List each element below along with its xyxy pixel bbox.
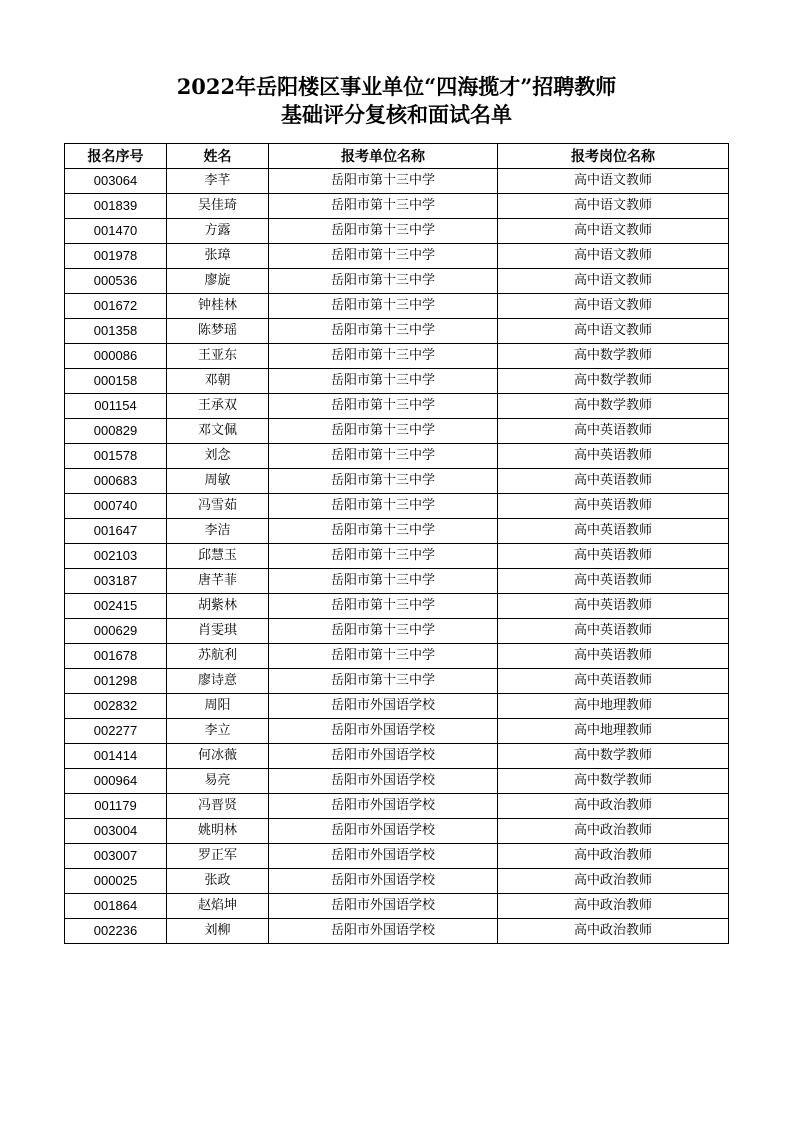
cell-unit-name: 岳阳市外国语学校 [269, 819, 498, 844]
cell-name: 刘念 [167, 444, 269, 469]
cell-position-name: 高中政治教师 [498, 819, 729, 844]
cell-unit-name: 岳阳市第十三中学 [269, 194, 498, 219]
document-subtitle: 基础评分复核和面试名单 [281, 102, 512, 127]
table-row [65, 719, 729, 744]
cell-position-name: 高中语文教师 [498, 269, 729, 294]
table-row [65, 269, 729, 294]
cell-registration-number: 001864 [65, 894, 167, 919]
cell-registration-number: 002277 [65, 719, 167, 744]
cell-position-name: 高中政治教师 [498, 844, 729, 869]
table-row [65, 394, 729, 419]
cell-name: 陈梦瑶 [167, 319, 269, 344]
cell-registration-number: 003004 [65, 819, 167, 844]
cell-name: 廖旋 [167, 269, 269, 294]
cell-unit-name: 岳阳市外国语学校 [269, 844, 498, 869]
table-row [65, 244, 729, 269]
cell-unit-name: 岳阳市第十三中学 [269, 569, 498, 594]
table-row [65, 469, 729, 494]
cell-position-name: 高中英语教师 [498, 594, 729, 619]
cell-position-name: 高中英语教师 [498, 444, 729, 469]
cell-position-name: 高中政治教师 [498, 894, 729, 919]
document-title: 2022年岳阳楼区事业单位“四海揽才”招聘教师 [176, 74, 617, 99]
table-row [65, 344, 729, 369]
cell-position-name: 高中政治教师 [498, 794, 729, 819]
cell-registration-number: 001672 [65, 294, 167, 319]
cell-registration-number: 001470 [65, 219, 167, 244]
cell-unit-name: 岳阳市第十三中学 [269, 519, 498, 544]
cell-unit-name: 岳阳市第十三中学 [269, 344, 498, 369]
cell-name: 周敏 [167, 469, 269, 494]
candidate-table [64, 143, 729, 944]
cell-unit-name: 岳阳市外国语学校 [269, 694, 498, 719]
cell-unit-name: 岳阳市第十三中学 [269, 644, 498, 669]
cell-position-name: 高中语文教师 [498, 294, 729, 319]
table-body [65, 169, 729, 944]
cell-unit-name: 岳阳市外国语学校 [269, 744, 498, 769]
cell-registration-number: 000829 [65, 419, 167, 444]
cell-position-name: 高中政治教师 [498, 919, 729, 944]
cell-registration-number: 001414 [65, 744, 167, 769]
table-row [65, 194, 729, 219]
cell-registration-number: 001154 [65, 394, 167, 419]
cell-registration-number: 000025 [65, 869, 167, 894]
cell-name: 胡紫林 [167, 594, 269, 619]
cell-unit-name: 岳阳市第十三中学 [269, 394, 498, 419]
table-row [65, 819, 729, 844]
cell-position-name: 高中英语教师 [498, 544, 729, 569]
cell-unit-name: 岳阳市第十三中学 [269, 244, 498, 269]
cell-registration-number: 000086 [65, 344, 167, 369]
cell-registration-number: 001839 [65, 194, 167, 219]
cell-unit-name: 岳阳市外国语学校 [269, 919, 498, 944]
table-row [65, 769, 729, 794]
cell-registration-number: 002832 [65, 694, 167, 719]
cell-name: 张政 [167, 869, 269, 894]
cell-name: 李洁 [167, 519, 269, 544]
table-row [65, 544, 729, 569]
cell-name: 周阳 [167, 694, 269, 719]
cell-position-name: 高中英语教师 [498, 494, 729, 519]
header-unit-name: 报考单位名称 [269, 144, 498, 169]
header-name: 姓名 [167, 144, 269, 169]
cell-name: 姚明林 [167, 819, 269, 844]
cell-registration-number: 001298 [65, 669, 167, 694]
cell-unit-name: 岳阳市第十三中学 [269, 669, 498, 694]
table-row [65, 169, 729, 194]
table-row [65, 294, 729, 319]
table-row [65, 219, 729, 244]
cell-position-name: 高中英语教师 [498, 469, 729, 494]
cell-registration-number: 000629 [65, 619, 167, 644]
table-row [65, 369, 729, 394]
table-row [65, 594, 729, 619]
cell-unit-name: 岳阳市外国语学校 [269, 719, 498, 744]
cell-unit-name: 岳阳市第十三中学 [269, 219, 498, 244]
table-row [65, 569, 729, 594]
cell-position-name: 高中英语教师 [498, 619, 729, 644]
table-row [65, 519, 729, 544]
cell-name: 刘柳 [167, 919, 269, 944]
cell-name: 王承双 [167, 394, 269, 419]
cell-registration-number: 001978 [65, 244, 167, 269]
cell-position-name: 高中英语教师 [498, 669, 729, 694]
cell-position-name: 高中地理教师 [498, 694, 729, 719]
cell-registration-number: 000964 [65, 769, 167, 794]
table-row [65, 669, 729, 694]
cell-name: 廖诗意 [167, 669, 269, 694]
cell-unit-name: 岳阳市第十三中学 [269, 294, 498, 319]
cell-position-name: 高中语文教师 [498, 194, 729, 219]
cell-registration-number: 002415 [65, 594, 167, 619]
cell-name: 苏航利 [167, 644, 269, 669]
table-row [65, 644, 729, 669]
cell-name: 邓朝 [167, 369, 269, 394]
cell-position-name: 高中语文教师 [498, 319, 729, 344]
cell-unit-name: 岳阳市第十三中学 [269, 544, 498, 569]
table-row [65, 319, 729, 344]
table-row [65, 744, 729, 769]
cell-registration-number: 002103 [65, 544, 167, 569]
cell-position-name: 高中英语教师 [498, 644, 729, 669]
cell-unit-name: 岳阳市外国语学校 [269, 894, 498, 919]
table-row [65, 444, 729, 469]
cell-unit-name: 岳阳市第十三中学 [269, 594, 498, 619]
cell-position-name: 高中语文教师 [498, 169, 729, 194]
cell-unit-name: 岳阳市外国语学校 [269, 794, 498, 819]
table-row [65, 794, 729, 819]
cell-position-name: 高中数学教师 [498, 744, 729, 769]
cell-name: 冯晋贤 [167, 794, 269, 819]
cell-registration-number: 003064 [65, 169, 167, 194]
cell-unit-name: 岳阳市第十三中学 [269, 469, 498, 494]
cell-position-name: 高中政治教师 [498, 869, 729, 894]
cell-name: 冯雪茹 [167, 494, 269, 519]
cell-position-name: 高中英语教师 [498, 519, 729, 544]
table-row [65, 694, 729, 719]
cell-unit-name: 岳阳市第十三中学 [269, 319, 498, 344]
cell-position-name: 高中英语教师 [498, 569, 729, 594]
cell-registration-number: 002236 [65, 919, 167, 944]
cell-name: 易亮 [167, 769, 269, 794]
cell-unit-name: 岳阳市外国语学校 [269, 769, 498, 794]
table-row [65, 494, 729, 519]
cell-registration-number: 001647 [65, 519, 167, 544]
cell-registration-number: 000683 [65, 469, 167, 494]
cell-registration-number: 000740 [65, 494, 167, 519]
cell-name: 罗正军 [167, 844, 269, 869]
cell-unit-name: 岳阳市第十三中学 [269, 419, 498, 444]
header-position-name: 报考岗位名称 [498, 144, 729, 169]
cell-name: 何冰薇 [167, 744, 269, 769]
cell-registration-number: 001358 [65, 319, 167, 344]
table-row [65, 419, 729, 444]
cell-position-name: 高中数学教师 [498, 769, 729, 794]
cell-registration-number: 000536 [65, 269, 167, 294]
table-row [65, 844, 729, 869]
cell-unit-name: 岳阳市第十三中学 [269, 619, 498, 644]
cell-name: 李立 [167, 719, 269, 744]
cell-name: 赵焰坤 [167, 894, 269, 919]
cell-position-name: 高中语文教师 [498, 219, 729, 244]
cell-unit-name: 岳阳市第十三中学 [269, 169, 498, 194]
cell-position-name: 高中数学教师 [498, 369, 729, 394]
cell-name: 唐芊菲 [167, 569, 269, 594]
cell-registration-number: 001179 [65, 794, 167, 819]
cell-position-name: 高中英语教师 [498, 419, 729, 444]
cell-name: 张璋 [167, 244, 269, 269]
cell-registration-number: 003007 [65, 844, 167, 869]
table-header-row [65, 144, 729, 169]
cell-registration-number: 003187 [65, 569, 167, 594]
cell-position-name: 高中地理教师 [498, 719, 729, 744]
cell-unit-name: 岳阳市外国语学校 [269, 869, 498, 894]
cell-name: 邓文佩 [167, 419, 269, 444]
cell-position-name: 高中语文教师 [498, 244, 729, 269]
table-row [65, 894, 729, 919]
cell-unit-name: 岳阳市第十三中学 [269, 369, 498, 394]
cell-name: 王亚东 [167, 344, 269, 369]
cell-name: 钟桂林 [167, 294, 269, 319]
cell-unit-name: 岳阳市第十三中学 [269, 444, 498, 469]
cell-position-name: 高中数学教师 [498, 394, 729, 419]
cell-registration-number: 001578 [65, 444, 167, 469]
cell-unit-name: 岳阳市第十三中学 [269, 269, 498, 294]
cell-name: 邱慧玉 [167, 544, 269, 569]
cell-name: 李芊 [167, 169, 269, 194]
cell-name: 肖雯琪 [167, 619, 269, 644]
table-row [65, 619, 729, 644]
cell-unit-name: 岳阳市第十三中学 [269, 494, 498, 519]
header-registration-number: 报名序号 [65, 144, 167, 169]
table-row [65, 869, 729, 894]
cell-position-name: 高中数学教师 [498, 344, 729, 369]
cell-name: 吴佳琦 [167, 194, 269, 219]
cell-registration-number: 000158 [65, 369, 167, 394]
cell-name: 方露 [167, 219, 269, 244]
cell-registration-number: 001678 [65, 644, 167, 669]
table-row [65, 919, 729, 944]
